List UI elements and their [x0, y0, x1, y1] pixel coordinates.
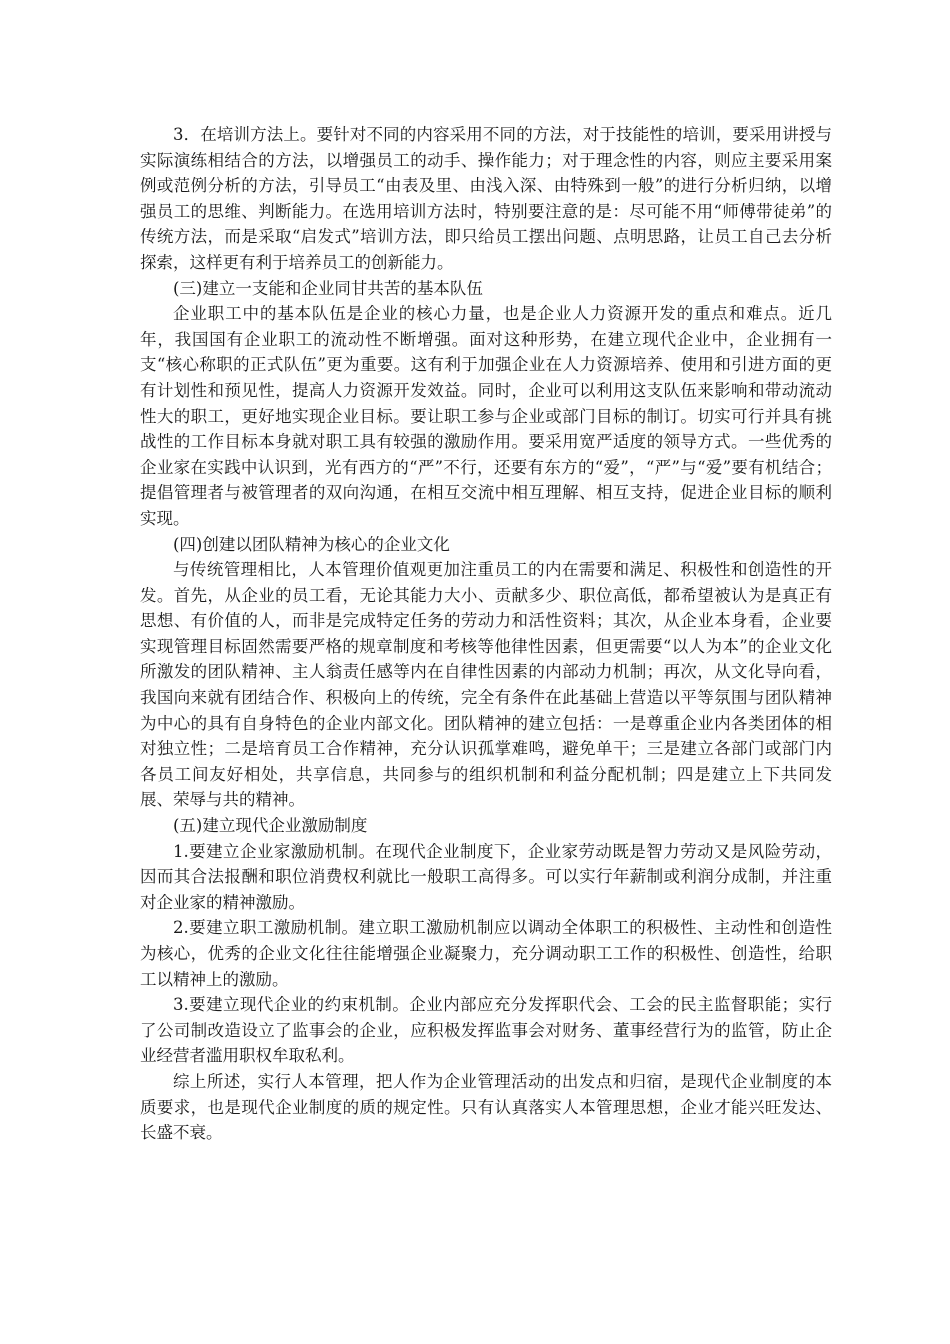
section-heading-5: (五)建立现代企业激励制度	[173, 816, 368, 836]
section-heading-3: (三)建立一支能和企业同甘共苦的基本队伍	[173, 278, 483, 298]
section-heading-4: (四)创建以团队精神为核心的企业文化	[173, 534, 450, 554]
paragraph-entrepreneur-incentive: 1.要建立企业家激励机制。在现代企业制度下，企业家劳动既是智力劳动又是风险劳动，因而其合法报酬和职位消费权利就比一般职工高得多。可以实行年薪制或利润分成制，并注重对企业家的精神激励。	[140, 841, 832, 912]
paragraph-core-team: 企业职工中的基本队伍是企业的核心力量，也是企业人力资源开发的重点和难点。近几年，我国国有企业职工的流动性不断增强。面对这种形势，在建立现代企业中，企业拥有一支“核心称职的正式队伍”更为重要。这有利于加强企业在人力资源培养、使用和引进方面的更有计划性和预见性，提高人力资源开发效益。同时，企业可以利用这支队伍来影响和带动流动性大的职工，更好地实现企业目标。要让职工参与企业或部门目标的制订。切实可行并具有挑战性的工作目标本身就对职工具有较强的激励作用。要采用宽严适度的领导方式。一些优秀的企业家在实践中认识到，光有西方的“严”不行，还要有东方的“爱”，“严”与“爱”要有机结合；提倡管理者与被管理者的双向沟通，在相互交流中相互理解、相互支持，促进企业目标的顺利实现。	[140, 304, 832, 528]
paragraph-conclusion: 综上所述，实行人本管理，把人作为企业管理活动的出发点和归宿，是现代企业制度的本质要求，也是现代企业制度的质的规定性。只有认真落实人本管理思想，企业才能兴旺发达、长盛不衰。	[140, 1071, 832, 1143]
paragraph-training-methods: 3．在培训方法上。要针对不同的内容采用不同的方法，对于技能性的培训，要采用讲授与实际演练相结合的方法，以增强员工的动手、操作能力；对于理念性的内容，则应主要采用案例或范例分析的方法，引导员工“由表及里、由浅入深、由特殊到一般”的进行分析归纳，以增强员工的思维、判断能力。在选用培训方法时，特别要注意的是：尽可能不用“师傅带徒弟”的传统方法，而是采取“启发式”培训方法，即只给员工摆出问题、点明思路，让员工自己去分析探索，这样更有利于培养员工的创新能力。	[140, 125, 832, 272]
document-body	[140, 122, 832, 1146]
paragraph-team-culture: 与传统管理相比，人本管理价值观更加注重员工的内在需要和满足、积极性和创造性的开发。首先，从企业的员工看，无论其能力大小、贡献多少、职位高低，都希望被认为是真正有思想、有价值的人，而非是完成特定任务的劳动力和活性资料；其次，从企业本身看，企业要实现管理目标固然需要严格的规章制度和考核等他律性因素，但更需要“以人为本”的企业文化所激发的团队精神、主人翁责任感等内在自律性因素的内部动力机制；再次，从文化导向看，我国向来就有团结合作、积极向上的传统，完全有条件在此基础上营造以平等氛围与团队精神为中心的具有自身特色的企业内部文化。团队精神的建立包括：一是尊重企业内各类团体的相对独立性；二是培育员工合作精神，充分认识孤掌难鸣，避免单干；三是建立各部门或部门内各员工间友好相处，共享信息，共同参与的组织机制和利益分配机制；四是建立上下共同发展、荣辱与共的精神。	[140, 560, 832, 810]
paragraph-staff-incentive: 2.要建立职工激励机制。建立职工激励机制应以调动全体职工的积极性、主动性和创造性为核心，优秀的企业文化往往能增强企业凝聚力，充分调动职工工作的积极性、创造性，给职工以精神上的激励。	[140, 918, 832, 989]
paragraph-constraint-mechanism: 3.要建立现代企业的约束机制。企业内部应充分发挥职代会、工会的民主监督职能；实行了公司制改造设立了监事会的企业，应积极发挥监事会对财务、董事经营行为的监管，防止企业经营者滥用职权牟取私利。	[140, 995, 832, 1066]
